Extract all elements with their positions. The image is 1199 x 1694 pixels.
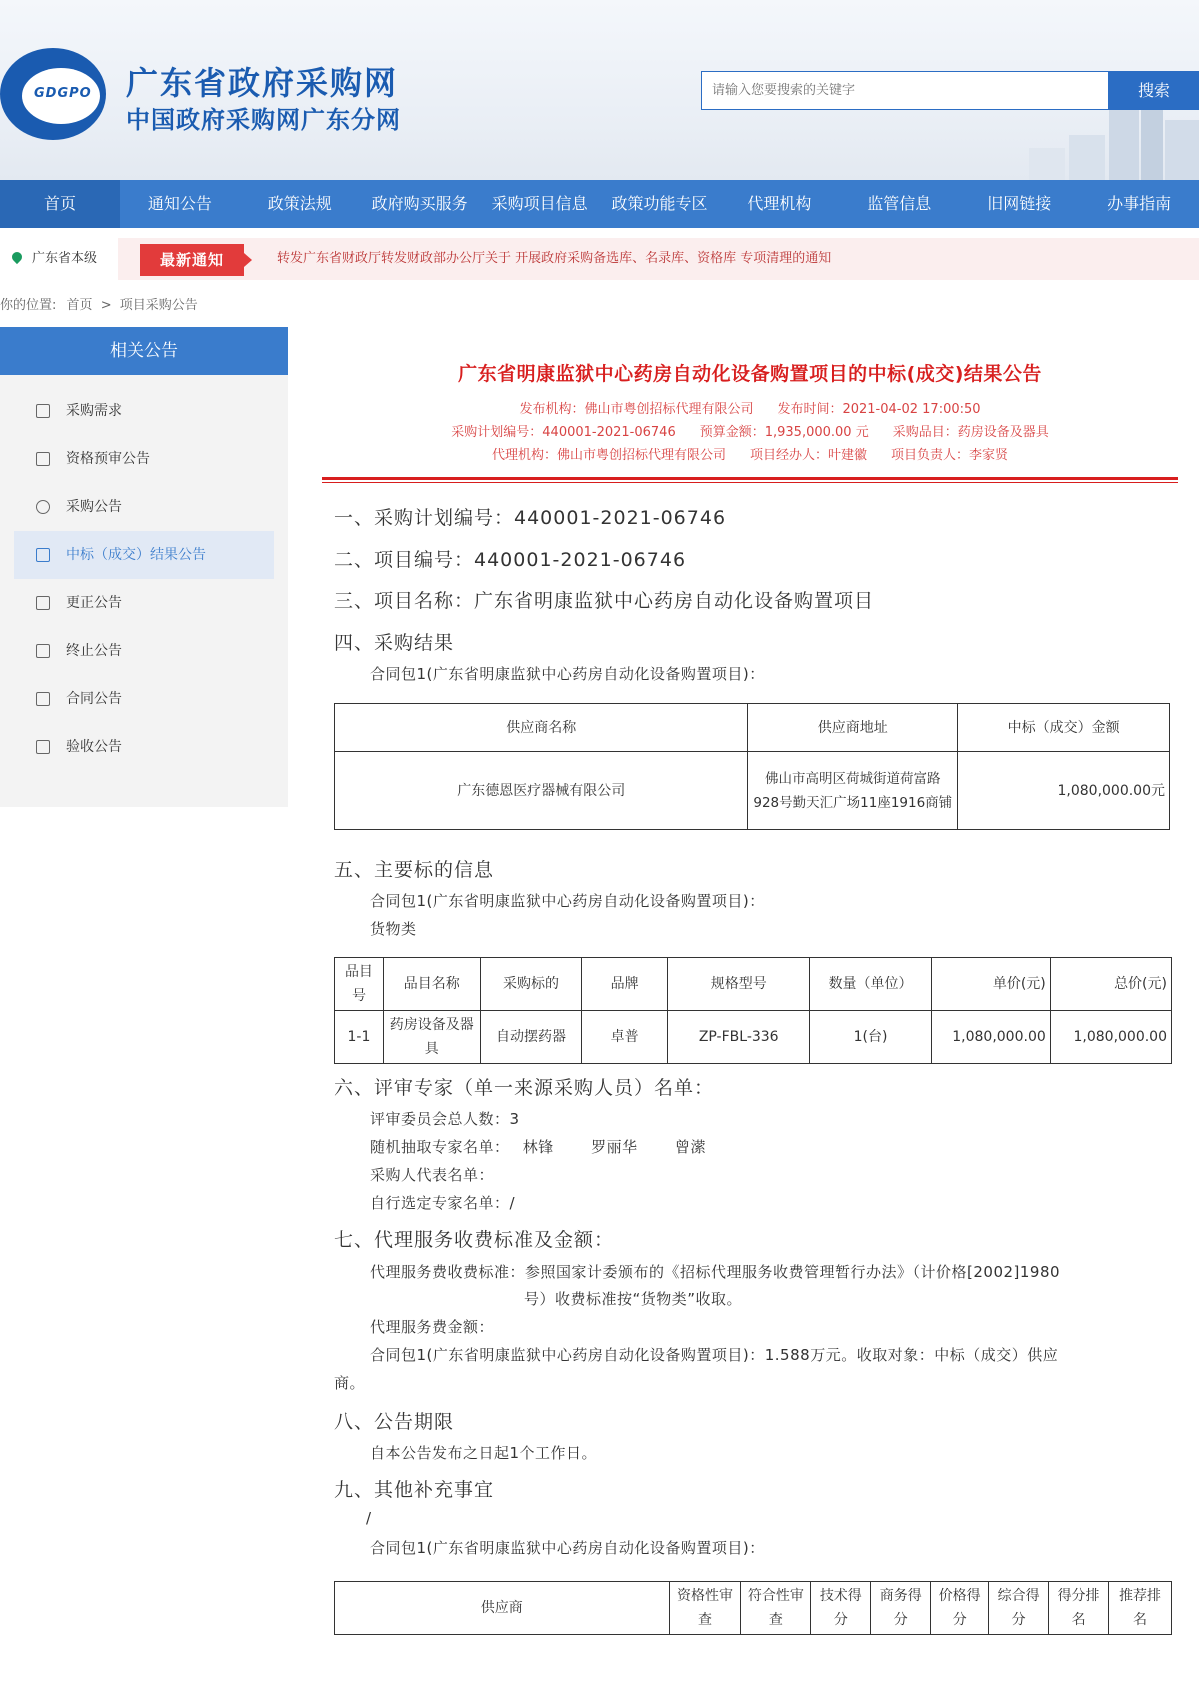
fee-amount-cont: 商。 [334, 1374, 366, 1392]
article-title: 广东省明康监狱中心药房自动化设备购置项目的中标(成交)结果公告 [458, 363, 1042, 385]
package-label: 合同包1(广东省明康监狱中心药房自动化设备购置项目)： [370, 665, 765, 683]
site-header [0, 0, 1199, 180]
latest-notice-badge: 最新通知 [140, 244, 244, 276]
table-header: 符合性审查 [741, 1582, 811, 1635]
breadcrumb-prefix: 你的位置: [0, 298, 57, 313]
nav-policy[interactable]: 政策法规 [267, 194, 332, 213]
table-header: 价格得分 [931, 1582, 989, 1635]
self-selected-experts: 自行选定专家名单：/ [370, 1194, 516, 1212]
table-header: 规格型号 [667, 958, 810, 1011]
breadcrumb-separator: > [100, 298, 112, 313]
sidebar-title: 相关公告 [0, 327, 288, 375]
breadcrumb-home[interactable]: 首页 [66, 298, 93, 313]
purchaser-rep: 采购人代表名单： [370, 1166, 495, 1184]
section-9: 九、其他补充事宜 [334, 1479, 495, 1501]
section-3: 三、项目名称：广东省明康监狱中心药房自动化设备购置项目 [334, 590, 875, 612]
nav-notices[interactable]: 通知公告 [147, 194, 212, 213]
sidebar-item-correction[interactable]: 更正公告 [14, 579, 274, 627]
committee-count: 评审委员会总人数：3 [370, 1110, 520, 1128]
package-label: 合同包1(广东省明康监狱中心药房自动化设备购置项目)： [370, 892, 765, 910]
section-7: 七、代理服务收费标准及金额： [334, 1229, 615, 1251]
meta-plan-number: 采购计划编号：440001-2021-06746 [451, 425, 676, 440]
meta-leader: 项目负责人：李家贤 [891, 448, 1009, 463]
fee-amount: 合同包1(广东省明康监狱中心药房自动化设备购置项目)：1.588万元。收取对象：中标（成交）供应 [370, 1346, 1059, 1364]
meta-publisher: 发布机构：佛山市粤创招标代理有限公司 [519, 402, 754, 417]
list-icon [36, 548, 50, 562]
nav-supervision[interactable]: 监管信息 [867, 194, 932, 213]
table-cell: 1,080,000.00元 [958, 752, 1170, 830]
section-2: 二、项目编号：440001-2021-06746 [334, 549, 687, 571]
expert-list [370, 1136, 706, 1157]
nav-home[interactable]: 首页 [0, 180, 120, 228]
location-pin-icon [10, 250, 24, 264]
table-cell: 1-1 [335, 1011, 384, 1064]
other-matters: / [366, 1509, 372, 1527]
expert-name: 林锋 [522, 1138, 554, 1156]
region-label: 广东省本级 [32, 251, 98, 266]
table-header: 技术得分 [811, 1582, 871, 1635]
expert-name: 罗丽华 [591, 1138, 638, 1156]
breadcrumb [0, 294, 198, 318]
sidebar-item-award-result[interactable]: 中标（成交）结果公告 [14, 531, 274, 579]
section-4: 四、采购结果 [334, 632, 455, 654]
expert-name: 曾潆 [674, 1138, 706, 1156]
table-cell: 自动摆药器 [480, 1011, 582, 1064]
meta-category: 采购品目：药房设备及器具 [892, 425, 1049, 440]
nav-project-info[interactable]: 采购项目信息 [491, 194, 588, 213]
nav-agencies[interactable]: 代理机构 [747, 194, 812, 213]
meta-publish-time: 发布时间：2021-04-02 17:00:50 [777, 402, 981, 417]
site-title: 广东省政府采购网 [126, 64, 399, 102]
fee-amount-label: 代理服务费金额： [370, 1318, 495, 1336]
section-5: 五、主要标的信息 [334, 859, 495, 881]
table-cell: 1(台) [810, 1011, 931, 1064]
table-cell: 药房设备及器具 [383, 1011, 480, 1064]
nav-gov-services[interactable]: 政府购买服务 [371, 194, 468, 213]
article [322, 327, 1178, 1683]
table-header: 推荐排名 [1109, 1582, 1172, 1635]
sidebar-item-termination[interactable]: 终止公告 [14, 627, 274, 675]
result-table [334, 703, 1170, 830]
sidebar-item-prequalification[interactable]: 资格预审公告 [14, 435, 274, 483]
document-icon [36, 404, 50, 418]
document-icon [36, 740, 50, 754]
site-subtitle: 中国政府采购网广东分网 [126, 106, 401, 134]
section-1: 一、采购计划编号：440001-2021-06746 [334, 507, 727, 529]
search-input[interactable] [702, 72, 1110, 109]
expert-list-label: 随机抽取专家名单： [370, 1138, 510, 1156]
table-cell: ZP-FBL-336 [667, 1011, 810, 1064]
article-meta [322, 398, 1178, 467]
table-header: 采购标的 [480, 958, 582, 1011]
table-cell: 1,080,000.00 [1050, 1011, 1171, 1064]
table-header: 中标（成交）金额 [958, 704, 1170, 752]
document-icon [36, 644, 50, 658]
table-header: 商务得分 [871, 1582, 931, 1635]
meta-agency: 代理机构：佛山市粤创招标代理有限公司 [491, 448, 726, 463]
table-cell: 广东德恩医疗器械有限公司 [335, 752, 748, 830]
section-8: 八、公告期限 [334, 1411, 455, 1433]
table-cell: 1,080,000.00 [931, 1011, 1050, 1064]
sidebar [0, 327, 288, 807]
table-header: 供应商名称 [335, 704, 748, 752]
goods-table [334, 957, 1172, 1064]
meta-budget: 预算金额：1,935,000.00 元 [699, 425, 869, 440]
document-icon [36, 596, 50, 610]
notice-period: 自本公告发布之日起1个工作日。 [370, 1444, 598, 1462]
table-header: 单价(元) [931, 958, 1050, 1011]
table-header: 品目名称 [383, 958, 480, 1011]
main-nav [0, 180, 1199, 228]
table-header: 供应商地址 [748, 704, 958, 752]
goods-type: 货物类 [370, 920, 417, 938]
table-header: 得分排名 [1049, 1582, 1109, 1635]
exchange-icon [36, 452, 50, 466]
sidebar-item-procurement[interactable]: 采购公告 [14, 483, 274, 531]
table-header: 品目号 [335, 958, 384, 1011]
search-button[interactable]: 搜索 [1109, 71, 1199, 110]
sidebar-item-acceptance[interactable]: 验收公告 [14, 723, 274, 771]
table-header: 综合得分 [989, 1582, 1049, 1635]
target-icon [36, 500, 50, 514]
nav-guide[interactable]: 办事指南 [1107, 194, 1172, 213]
section-6: 六、评审专家（单一来源采购人员）名单： [334, 1077, 715, 1099]
table-cell: 卓普 [582, 1011, 668, 1064]
package-label: 合同包1(广东省明康监狱中心药房自动化设备购置项目)： [370, 1539, 765, 1557]
fee-standard: 代理服务费收费标准：参照国家计委颁布的《招标代理服务收费管理暂行办法》（计价格[2002]1980 [370, 1263, 1061, 1281]
notice-link[interactable]: 转发广东省财政厅转发财政部办公厅关于 开展政府采购备选库、名录库、资格库 专项清理的通知 [277, 251, 832, 266]
table-cell: 佛山市高明区荷城街道荷富路928号勤天汇广场11座1916商铺 [748, 752, 958, 830]
fee-standard-cont: 号）收费标准按“货物类”收取。 [524, 1290, 743, 1308]
search-box [701, 71, 1109, 110]
document-icon [36, 692, 50, 706]
table-header: 总价(元) [1050, 958, 1171, 1011]
sidebar-item-contract[interactable]: 合同公告 [14, 675, 274, 723]
table-header: 资格性审查 [669, 1582, 741, 1635]
table-header: 品牌 [582, 958, 668, 1011]
table-header: 数量（单位） [810, 958, 931, 1011]
region-selector[interactable] [0, 238, 118, 280]
nav-policy-zone[interactable]: 政策功能专区 [611, 194, 708, 213]
nav-old-site[interactable]: 旧网链接 [987, 194, 1052, 213]
sidebar-item-requirements[interactable]: 采购需求 [14, 387, 274, 435]
meta-handler: 项目经办人：叶建徽 [749, 448, 867, 463]
gdgpo-logo[interactable]: GDGPO [0, 48, 106, 140]
breadcrumb-current[interactable]: 项目采购公告 [119, 298, 198, 313]
scoring-table [334, 1581, 1172, 1635]
table-header: 供应商 [335, 1582, 670, 1635]
